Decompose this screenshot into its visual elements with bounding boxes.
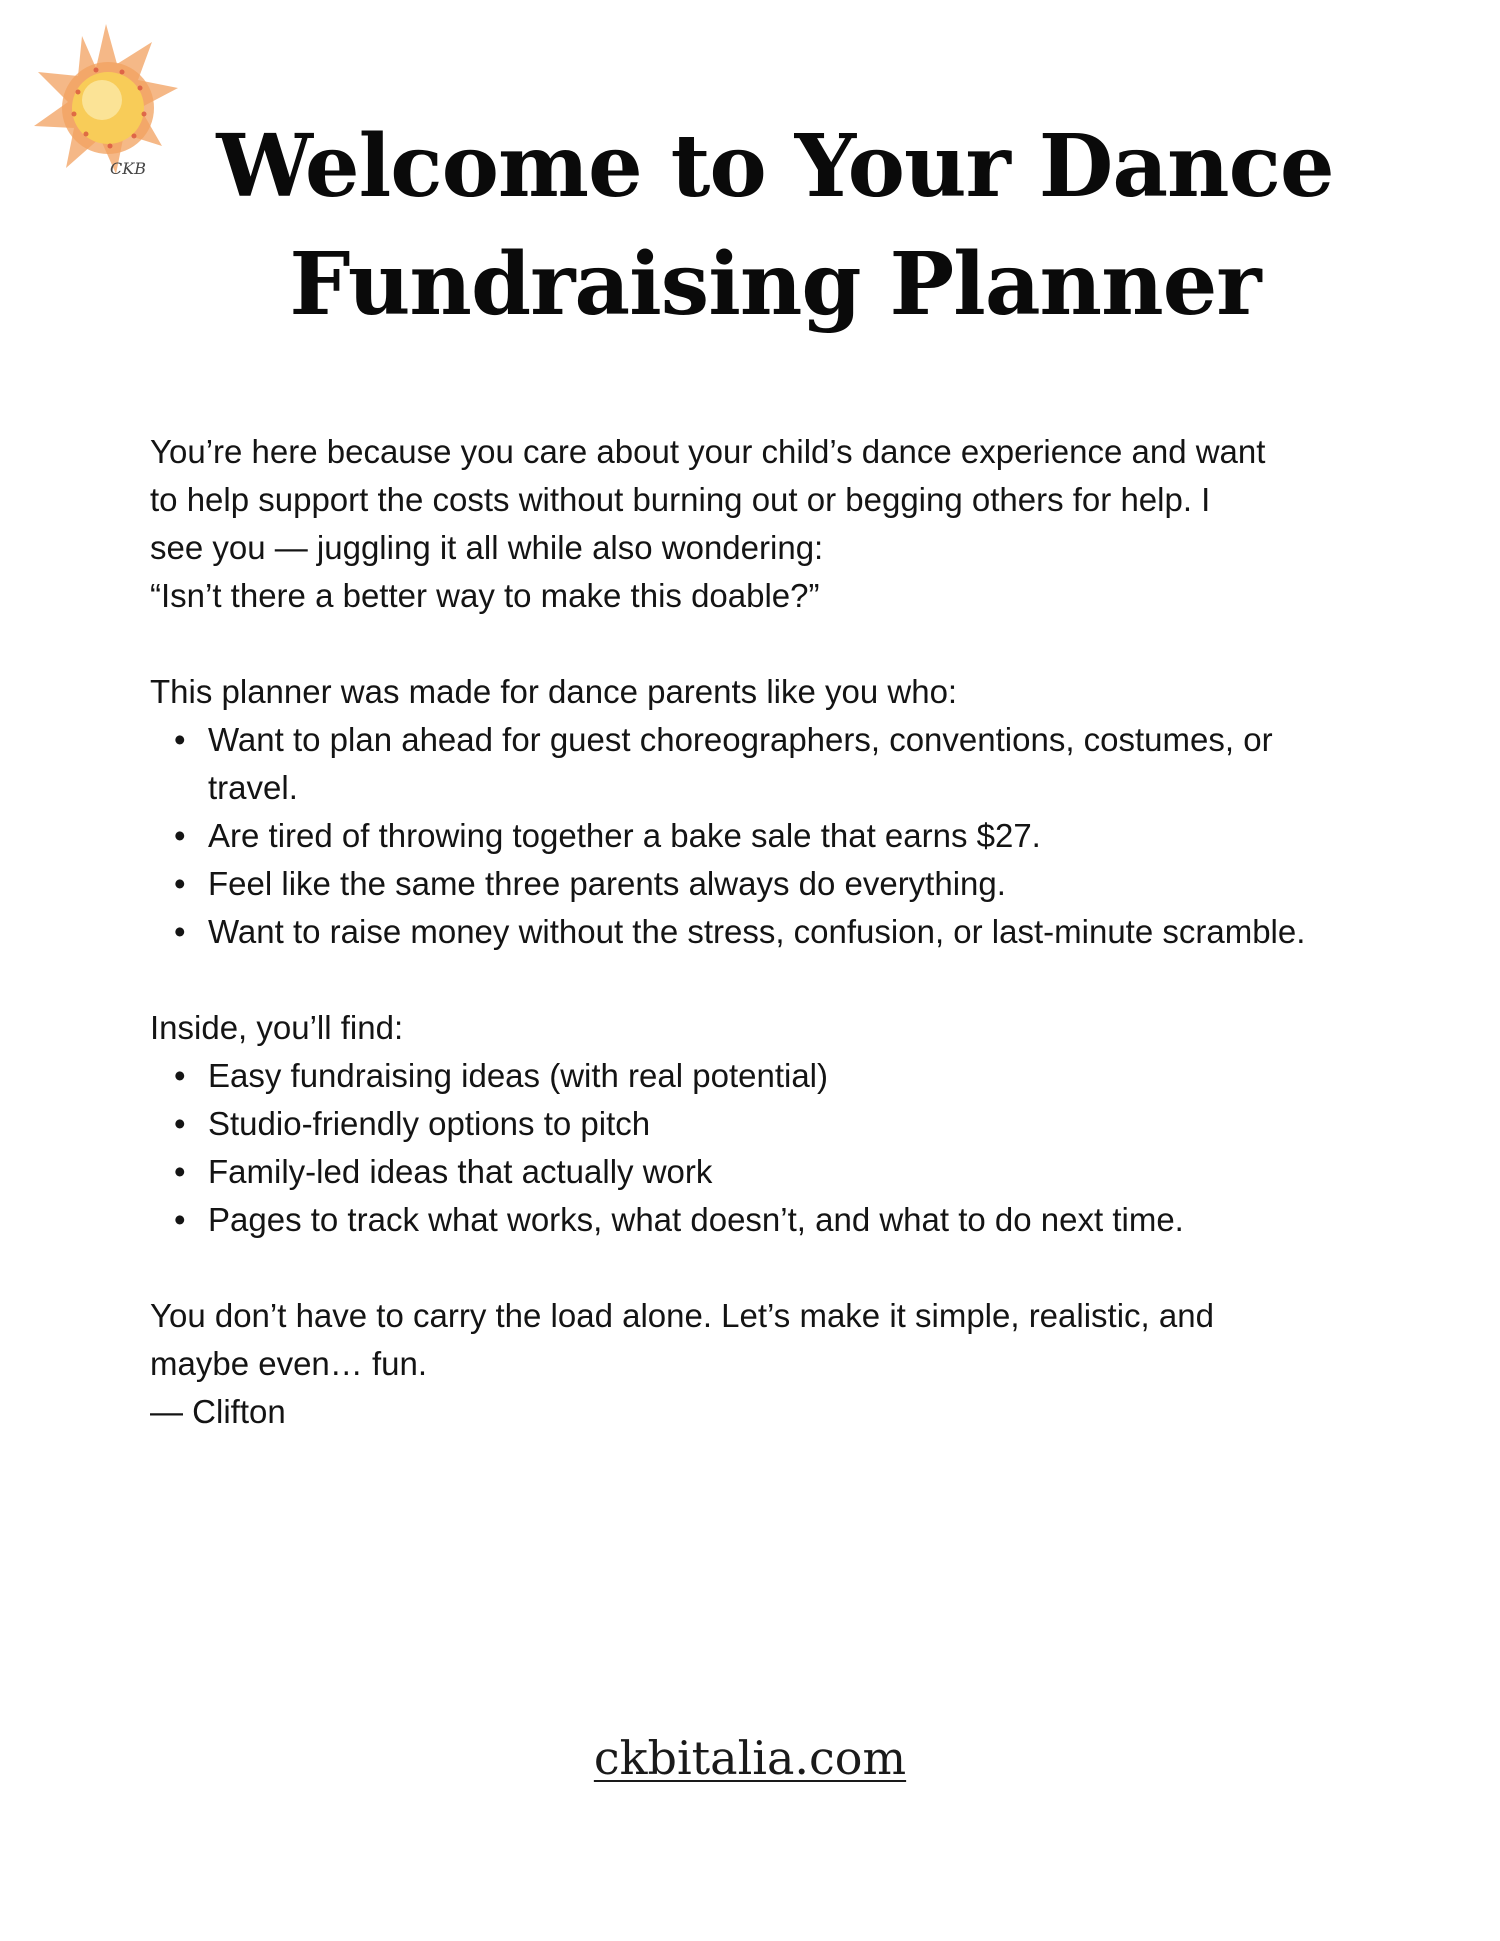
page-title bbox=[150, 108, 1400, 344]
closing-line-1: You don’t have to carry the load alone. Let’s make it simple, realistic, and bbox=[150, 1297, 1214, 1334]
intro-paragraph bbox=[150, 428, 1330, 620]
intro-line-2: to help support the costs without burning out or begging others for help. I bbox=[150, 481, 1211, 518]
list-item: • Easy fundraising ideas (with real potential) bbox=[208, 1052, 1330, 1100]
list-item: • Studio-friendly options to pitch bbox=[208, 1100, 1330, 1148]
letter-body bbox=[150, 428, 1330, 1436]
list-item: • Family-led ideas that actually work bbox=[208, 1148, 1330, 1196]
list-item: • Feel like the same three parents always do everything. bbox=[208, 860, 1330, 908]
closing-line-2: maybe even… fun. bbox=[150, 1345, 427, 1382]
list-item: • Want to plan ahead for guest choreographers, conventions, costumes, or travel. bbox=[208, 716, 1330, 812]
audience-list bbox=[150, 716, 1330, 956]
audience-heading: This planner was made for dance parents like you who: bbox=[150, 673, 958, 710]
logo-initials: CKB bbox=[110, 159, 146, 178]
spacer bbox=[150, 1244, 1330, 1292]
inside-list bbox=[150, 1052, 1330, 1244]
list-item: • Want to raise money without the stress, confusion, or last-minute scramble. bbox=[208, 908, 1330, 956]
intro-line-3: see you — juggling it all while also wondering: bbox=[150, 529, 824, 566]
sun-core-highlight bbox=[82, 80, 122, 120]
website-link[interactable]: ckbitalia.com bbox=[593, 1731, 907, 1785]
intro-quote: “Isn’t there a better way to make this doable?” bbox=[150, 577, 820, 614]
closing-paragraph bbox=[150, 1292, 1330, 1436]
spacer bbox=[150, 620, 1330, 668]
intro-line-1: You’re here because you care about your child’s dance experience and want bbox=[150, 433, 1266, 470]
list-item: • Are tired of throwing together a bake sale that earns $27. bbox=[208, 812, 1330, 860]
list-item: • Pages to track what works, what doesn’t, and what to do next time. bbox=[208, 1196, 1330, 1244]
spacer bbox=[150, 956, 1330, 1004]
signature: — Clifton bbox=[150, 1393, 286, 1430]
title-line-2: Fundraising Planner bbox=[289, 234, 1261, 335]
title-line-1: Welcome to Your Dance bbox=[216, 116, 1334, 217]
inside-heading: Inside, you’ll find: bbox=[150, 1009, 404, 1046]
